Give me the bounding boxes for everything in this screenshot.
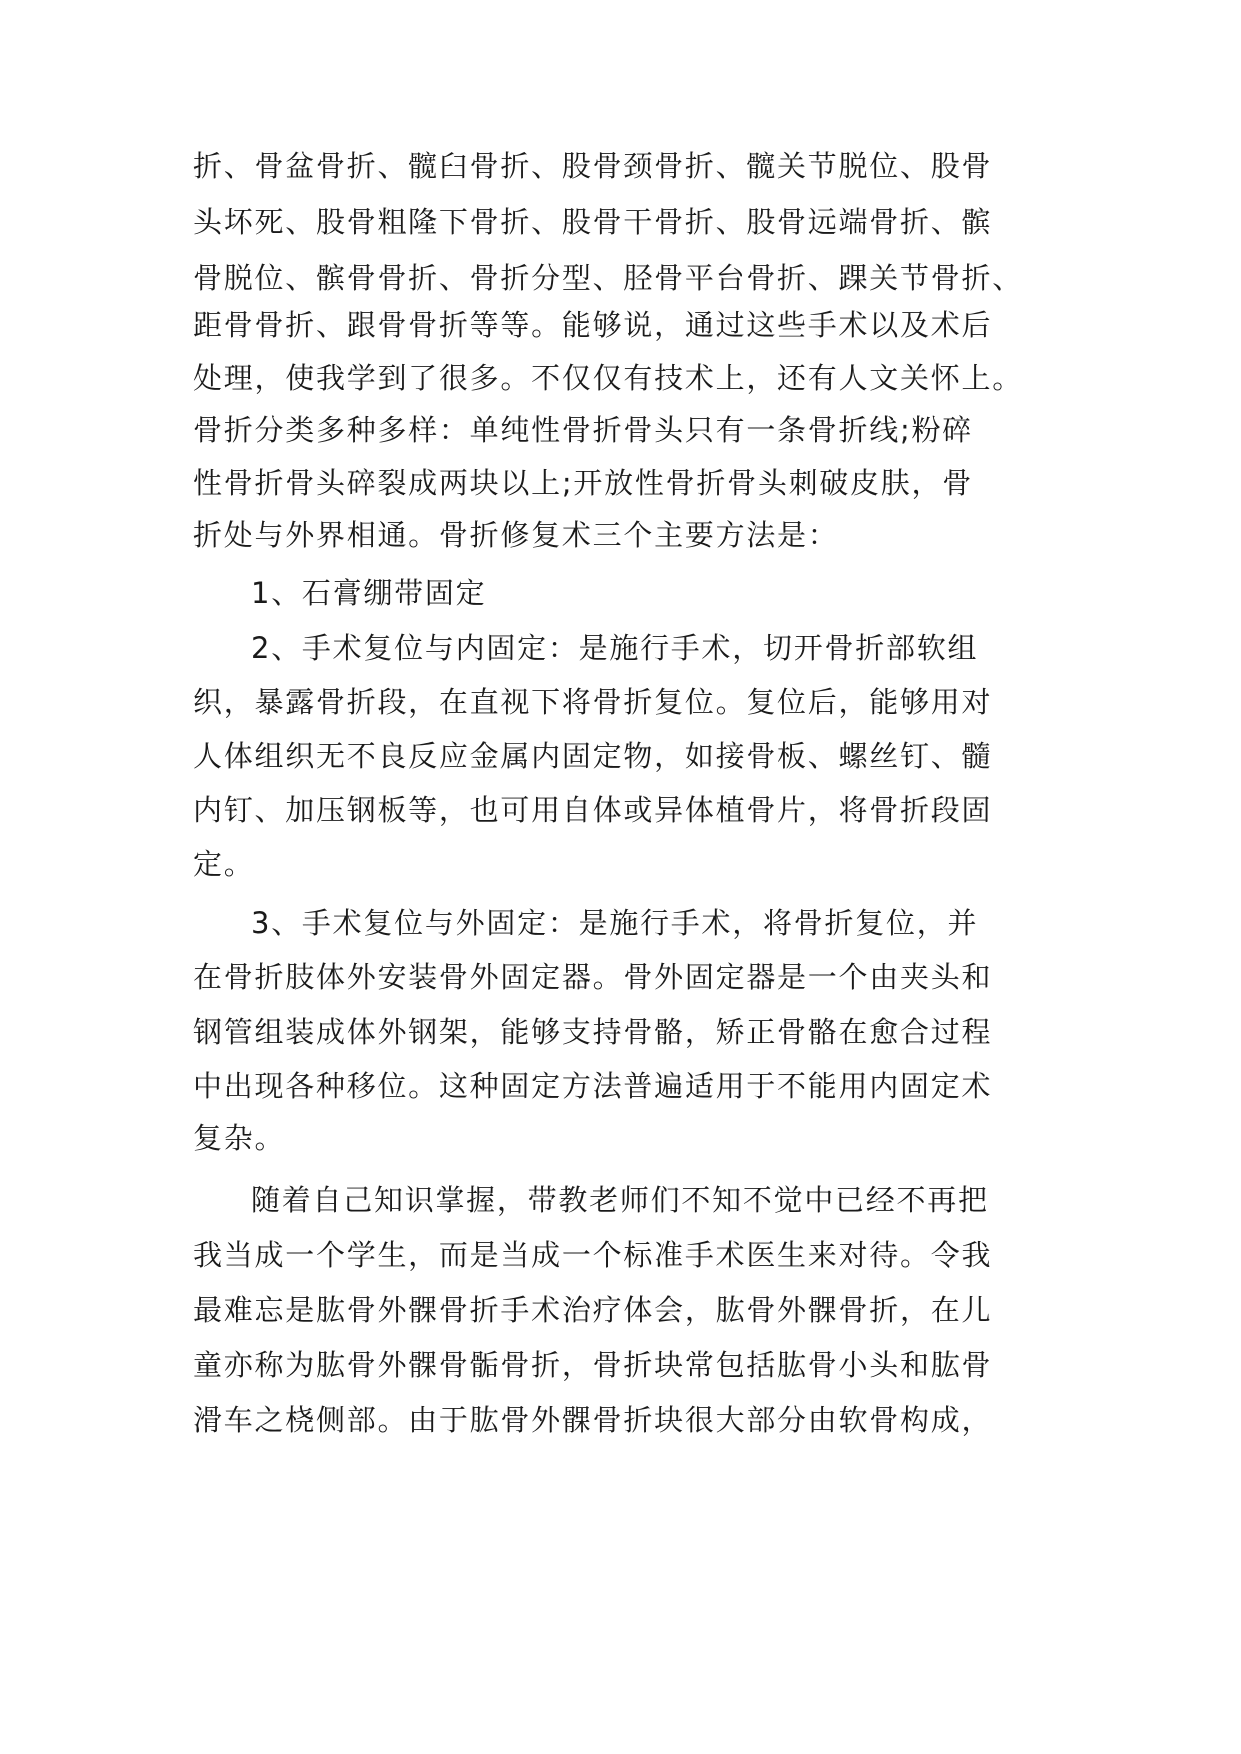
text-line: 骨折分类多种多样：单纯性骨折骨头只有一条骨折线;粉碎 (193, 413, 974, 447)
text-line: 折、骨盆骨折、髋臼骨折、股骨颈骨折、髋关节脱位、股骨 (193, 149, 993, 183)
text-line: 人体组织无不良反应金属内固定物，如接骨板、螺丝钉、髓 (193, 739, 993, 773)
text-line: 最难忘是肱骨外髁骨折手术治疗体会，肱骨外髁骨折，在儿 (193, 1293, 993, 1327)
text-line: 距骨骨折、跟骨骨折等等。能够说，通过这些手术以及术后 (193, 308, 993, 342)
text-line: 处理，使我学到了很多。不仅仅有技术上，还有人文关怀上。 (193, 361, 1023, 395)
text-line: 折处与外界相通。骨折修复术三个主要方法是： (193, 518, 839, 552)
text-line: 3、手术复位与外固定：是施行手术，将骨折复位，并 (251, 906, 979, 940)
text-line: 1、石膏绷带固定 (251, 576, 487, 610)
text-line: 在骨折肢体外安装骨外固定器。骨外固定器是一个由夹头和 (193, 960, 993, 994)
text-line: 2、手术复位与内固定：是施行手术，切开骨折部软组 (251, 631, 979, 665)
text-line: 内钉、加压钢板等，也可用自体或异体植骨片，将骨折段固 (193, 793, 993, 827)
text-line: 滑车之桡侧部。由于肱骨外髁骨折块很大部分由软骨构成， (193, 1403, 993, 1437)
text-line: 我当成一个学生，而是当成一个标准手术医生来对待。令我 (193, 1238, 993, 1272)
text-line: 织，暴露骨折段，在直视下将骨折复位。复位后，能够用对 (193, 685, 993, 719)
text-line: 定。 (193, 847, 255, 881)
text-line: 钢管组装成体外钢架，能够支持骨骼，矫正骨骼在愈合过程 (193, 1015, 993, 1049)
text-line: 骨脱位、髌骨骨折、骨折分型、胫骨平台骨折、踝关节骨折、 (193, 261, 1023, 295)
text-line: 复杂。 (193, 1121, 286, 1155)
text-line: 随着自己知识掌握，带教老师们不知不觉中已经不再把 (251, 1183, 989, 1217)
text-line: 童亦称为肱骨外髁骨骺骨折，骨折块常包括肱骨小头和肱骨 (193, 1348, 993, 1382)
text-line: 性骨折骨头碎裂成两块以上;开放性骨折骨头刺破皮肤，骨 (193, 466, 974, 500)
text-line: 头坏死、股骨粗隆下骨折、股骨干骨折、股骨远端骨折、髌 (193, 205, 993, 239)
text-line: 中出现各种移位。这种固定方法普遍适用于不能用内固定术 (193, 1069, 993, 1103)
